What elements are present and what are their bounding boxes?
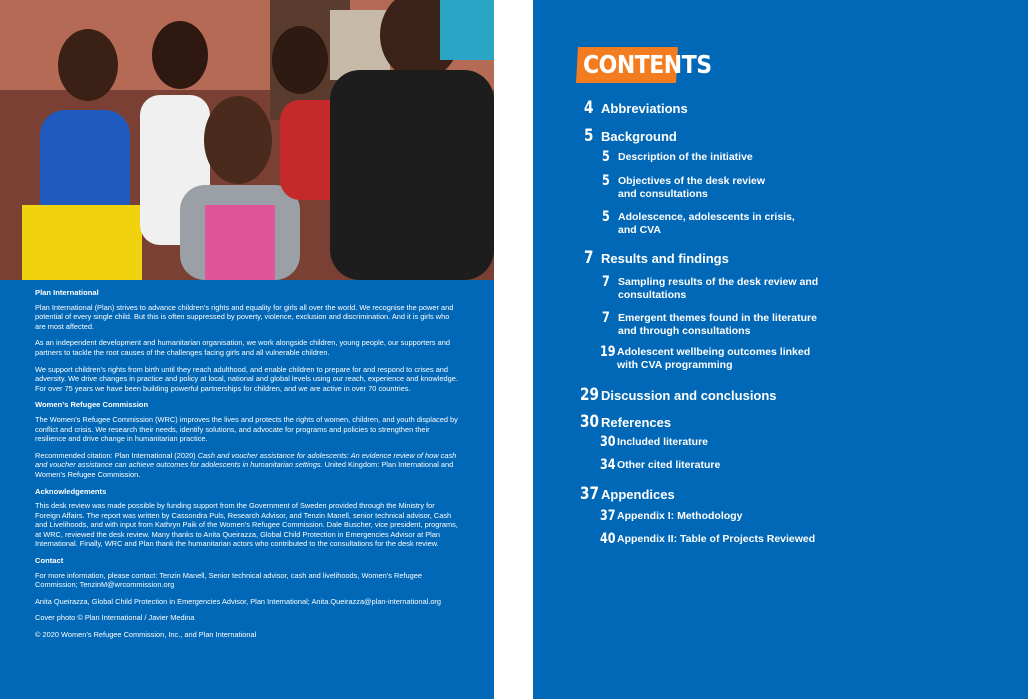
citation-prefix: Recommended citation: Plan International (2020) — [35, 450, 198, 460]
toc-page-number: 37 — [580, 484, 599, 504]
toc-label: Included literature — [617, 436, 709, 448]
toc-entry[interactable] — [600, 533, 815, 547]
toc-entry[interactable] — [580, 385, 777, 405]
toc-entry[interactable] — [602, 211, 795, 237]
paragraph: The Women’s Refugee Commission (WRC) improves the lives and protects the rights of women, children, and youth displaced by conflict and crisis. We research their needs, identify solutions, and advocate for programs and policies to strengthen their resilience and drive change in humanitarian practice. — [35, 414, 458, 444]
toc-entry[interactable] — [600, 346, 810, 372]
toc-label: Appendices — [601, 487, 675, 502]
toc-entry[interactable] — [602, 151, 753, 165]
contact-line: For more information, please contact: Tenzin Manell, Senior technical advisor, cash and livelihoods, Women’s Refugee Commission; TenzinM@wrcommission.org — [35, 570, 422, 590]
cover-photo-illustration — [0, 0, 494, 280]
toc-label: Objectives of the desk review and consultations — [618, 175, 766, 200]
wrc-section — [35, 400, 460, 443]
toc-label: Emergent themes found in the literature and through consultations — [618, 312, 817, 337]
toc-page-number: 7 — [602, 310, 610, 326]
paragraph: Plan International (Plan) strives to advance children’s rights and equality for girls all over the world. We recognise the power and potential of every single child. But this is often suppressed by poverty, violence, exclusion and discrimination. And it is girls who are most affected. — [35, 302, 454, 331]
section-heading: Contact — [35, 556, 64, 566]
copyright: © 2020 Women’s Refugee Commission, Inc., and Plan International — [35, 630, 257, 640]
toc-entry[interactable] — [602, 312, 817, 338]
toc-entry[interactable] — [580, 484, 675, 504]
citation-title: Cash and voucher assistance for adolescents: An evidence review of how cash and voucher assistance can achieve outcomes for adolescents in humanitarian settings. — [35, 450, 457, 470]
toc-label: Abbreviations — [601, 101, 688, 116]
toc-entry[interactable] — [584, 98, 688, 118]
toc-label: Background — [601, 129, 677, 144]
contact-line: Anita Queirazza, Global Child Protection in Emergencies Advisor, Plan International; Anita.Queirazza@plan-international.org — [35, 596, 441, 606]
toc-page-number: 30 — [600, 434, 616, 450]
toc-page-number: 5 — [584, 126, 594, 146]
paragraph: As an independent development and humanitarian organisation, we work alongside children, young people, our supporters and partners to tackle the root causes of the challenges facing girls and all vulnerable children. — [35, 338, 450, 357]
imprint-text — [35, 286, 460, 647]
photo-credit: Cover photo © Plan International / Javier Medina — [35, 613, 195, 623]
toc-entry[interactable] — [600, 459, 720, 473]
toc-page-number: 7 — [584, 248, 594, 268]
toc-entry[interactable] — [602, 175, 765, 201]
toc-entry[interactable] — [584, 248, 729, 268]
toc-page-number: 37 — [600, 508, 616, 524]
toc-label: Appendix I: Methodology — [617, 510, 743, 522]
toc-entry[interactable] — [584, 126, 677, 146]
section-heading: Plan International — [35, 288, 99, 297]
paragraph: This desk review was made possible by funding support from the Government of Sweden provided through the Ministry for Foreign Affairs. The report was written by Cassondra Puls, Research Advisor, and Tenzin Manell, senior technical advisor, Cash and Livelihoods, and with input from Kathryn Paik of the Women’s Refugee Commission. Dale Buscher, vice president, programs, at WRC, reviewed the desk review. Many thanks to Anita Queirazza, Global Child Protection in Emergencies Advisor at Plan International. Finally, WRC and Plan thank the humanitarian actors who contributed to the consultations for the desk review. — [35, 501, 458, 549]
toc-label: References — [601, 415, 672, 430]
recommended-citation — [35, 451, 460, 480]
cover-photo — [0, 0, 494, 280]
table-of-contents — [533, 0, 1028, 699]
toc-page-number: 34 — [600, 457, 616, 473]
toc-label: Other cited literature — [617, 459, 721, 471]
toc-entry[interactable] — [580, 412, 671, 432]
toc-page-number: 5 — [602, 209, 610, 225]
toc-page-number: 5 — [602, 173, 610, 189]
toc-label: Results and findings — [601, 251, 729, 266]
toc-label: Discussion and conclusions — [601, 388, 777, 403]
toc-entry[interactable] — [602, 276, 818, 302]
toc-entry[interactable] — [600, 510, 742, 524]
contact-section — [35, 556, 460, 640]
toc-page-number: 40 — [600, 531, 616, 547]
toc-page-number: 19 — [600, 344, 616, 360]
citation-suffix: United Kingdom: Plan International and Women’s Refugee Commission. — [35, 460, 454, 479]
paragraph: We support children’s rights from birth until they reach adulthood, and enable children to prepare for and respond to crises and adversity. We drive changes in practice and policy at local, national and global levels using our reach, experience and knowledge. For over 75 years we have been building powerful partnerships for children, and we are active in over 70 countries. — [35, 364, 458, 393]
toc-label: Sampling results of the desk review and consultations — [618, 276, 819, 301]
plan-section — [35, 288, 460, 393]
toc-label: Description of the initiative — [618, 151, 753, 163]
acknowledgements-section — [35, 487, 460, 550]
toc-label: Adolescent wellbeing outcomes linked with CVA programming — [617, 346, 811, 371]
left-page — [0, 0, 494, 699]
contents-title: CONTENTS — [583, 51, 712, 80]
toc-page-number: 30 — [580, 412, 599, 432]
right-page — [533, 0, 1028, 699]
toc-page-number: 5 — [602, 149, 610, 165]
section-heading: Acknowledgements — [35, 486, 107, 496]
toc-page-number: 7 — [602, 274, 610, 290]
toc-entry[interactable] — [600, 436, 708, 450]
toc-label: Appendix II: Table of Projects Reviewed — [617, 533, 816, 545]
toc-page-number: 4 — [584, 98, 594, 118]
section-heading: Women’s Refugee Commission — [35, 400, 149, 410]
toc-page-number: 29 — [580, 385, 599, 405]
toc-label: Adolescence, adolescents in crisis, and CVA — [618, 211, 795, 236]
